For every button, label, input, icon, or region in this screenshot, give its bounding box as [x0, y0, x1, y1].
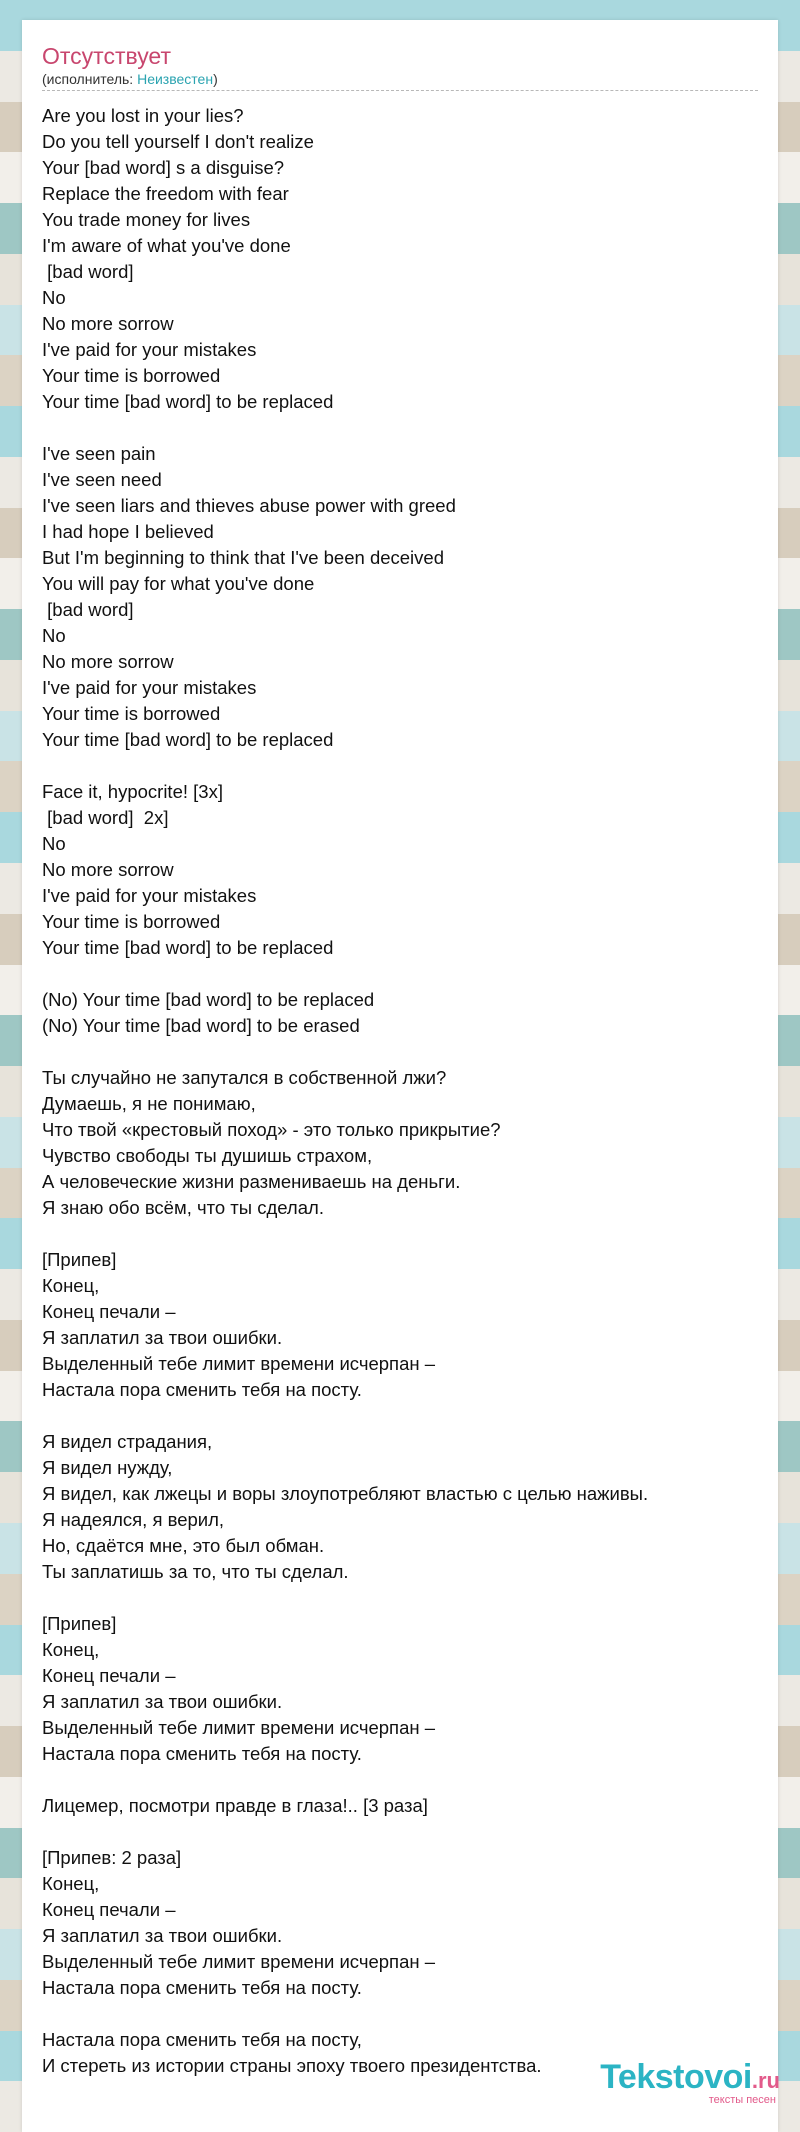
lyrics-line: [bad word] 2x] — [42, 807, 169, 828]
lyrics-line: Face it, hypocrite! [3x] — [42, 781, 223, 802]
lyrics-blank-line — [42, 415, 758, 441]
lyrics-line: Настала пора сменить тебя на посту. — [42, 1379, 362, 1400]
lyrics-line: (No) Your time [bad word] to be replaced — [42, 989, 375, 1010]
lyrics-card — [22, 20, 778, 2132]
lyrics-line: Your time is borrowed — [42, 911, 221, 932]
song-title: Отсутствует — [42, 43, 171, 69]
lyrics-line: No — [42, 287, 66, 308]
lyrics-line: No more sorrow — [42, 313, 174, 334]
lyrics-line: И стереть из истории страны эпоху твоего президентства. — [42, 2055, 542, 2076]
lyrics-line: Я заплатил за твои ошибки. — [42, 1925, 283, 1946]
lyrics-line: But I'm beginning to think that I've been deceived — [42, 547, 444, 568]
lyrics-line: Настала пора сменить тебя на посту. — [42, 1743, 362, 1764]
lyrics-blank-line — [42, 961, 758, 987]
lyrics-line: [Припев] — [42, 1249, 117, 1270]
lyrics-line: Ты заплатишь за то, что ты сделал. — [42, 1561, 349, 1582]
lyrics-line: (No) Your time [bad word] to be erased — [42, 1015, 360, 1036]
lyrics-line: No — [42, 833, 66, 854]
lyrics-line: I've seen liars and thieves abuse power with greed — [42, 495, 456, 516]
site-logo[interactable] — [600, 2060, 780, 2106]
lyrics-line: I've seen need — [42, 469, 162, 490]
lyrics-line: I've paid for your mistakes — [42, 677, 257, 698]
lyrics-line: Я видел нужду, — [42, 1457, 173, 1478]
lyrics-line: Конец, — [42, 1873, 100, 1894]
lyrics-line: Я заплатил за твои ошибки. — [42, 1327, 283, 1348]
lyrics-blank-line — [42, 1767, 758, 1793]
artist-line — [42, 70, 758, 91]
lyrics-line: Your time [bad word] to be replaced — [42, 937, 334, 958]
lyrics-line: Конец, — [42, 1639, 100, 1660]
lyrics-line: Выделенный тебе лимит времени исчерпан – — [42, 1951, 435, 1972]
lyrics-line: Настала пора сменить тебя на посту. — [42, 1977, 362, 1998]
lyrics-line: Do you tell yourself I don't realize — [42, 131, 314, 152]
artist-link[interactable]: Неизвестен — [137, 71, 214, 87]
lyrics-line: [Припев] — [42, 1613, 117, 1634]
lyrics-line: Выделенный тебе лимит времени исчерпан – — [42, 1353, 435, 1374]
lyrics-line: [bad word] — [42, 261, 134, 282]
lyrics-line: I've paid for your mistakes — [42, 885, 257, 906]
lyrics-line: [bad word] — [42, 599, 134, 620]
lyrics-line: Выделенный тебе лимит времени исчерпан – — [42, 1717, 435, 1738]
lyrics-line: Replace the freedom with fear — [42, 183, 289, 204]
lyrics-line: Your [bad word] s a disguise? — [42, 157, 285, 178]
lyrics-line: Настала пора сменить тебя на посту, — [42, 2029, 362, 2050]
lyrics-line: Конец печали – — [42, 1301, 176, 1322]
lyrics-line: You trade money for lives — [42, 209, 251, 230]
lyrics-blank-line — [42, 1585, 758, 1611]
lyrics-line: Конец печали – — [42, 1665, 176, 1686]
lyrics-line: Я заплатил за твои ошибки. — [42, 1691, 283, 1712]
lyrics-line: No more sorrow — [42, 859, 174, 880]
logo-tagline: тексты песен — [708, 2094, 776, 2106]
lyrics-line: Я видел страдания, — [42, 1431, 213, 1452]
lyrics-line: Your time is borrowed — [42, 365, 221, 386]
artist-suffix: ) — [213, 71, 218, 87]
lyrics-line: Конец печали – — [42, 1899, 176, 1920]
lyrics-blank-line — [42, 1403, 758, 1429]
lyrics-line: А человеческие жизни размениваешь на деньги. — [42, 1171, 461, 1192]
lyrics-body — [42, 103, 758, 2079]
logo-name: Tekstovoi — [600, 2058, 752, 2096]
lyrics-line: Я знаю обо всём, что ты сделал. — [42, 1197, 324, 1218]
lyrics-line: Are you lost in your lies? — [42, 105, 244, 126]
lyrics-line: Your time [bad word] to be replaced — [42, 391, 334, 412]
lyrics-blank-line — [42, 1221, 758, 1247]
lyrics-blank-line — [42, 1039, 758, 1065]
lyrics-line: Что твой «крестовый поход» - это только прикрытие? — [42, 1119, 501, 1140]
artist-prefix: (исполнитель: — [42, 71, 138, 87]
lyrics-line: Your time [bad word] to be replaced — [42, 729, 334, 750]
logo-tld: .ru — [751, 2068, 780, 2093]
lyrics-line: Чувство свободы ты душишь страхом, — [42, 1145, 373, 1166]
lyrics-line: I had hope I believed — [42, 521, 214, 542]
lyrics-line: Я видел, как лжецы и воры злоупотребляют властью с целью наживы. — [42, 1483, 649, 1504]
lyrics-blank-line — [42, 1819, 758, 1845]
lyrics-blank-line — [42, 753, 758, 779]
lyrics-line: No — [42, 625, 66, 646]
lyrics-line: I'm aware of what you've done — [42, 235, 291, 256]
lyrics-line: Your time is borrowed — [42, 703, 221, 724]
lyrics-line: Но, сдаётся мне, это был обман. — [42, 1535, 325, 1556]
lyrics-line: Лицемер, посмотри правде в глаза!.. [3 раза] — [42, 1795, 428, 1816]
lyrics-line: Я надеялся, я верил, — [42, 1509, 225, 1530]
lyrics-line: Конец, — [42, 1275, 100, 1296]
lyrics-line: [Припев: 2 раза] — [42, 1847, 182, 1868]
lyrics-line: I've seen pain — [42, 443, 156, 464]
lyrics-line: Думаешь, я не понимаю, — [42, 1093, 256, 1114]
lyrics-blank-line — [42, 2001, 758, 2027]
lyrics-line: No more sorrow — [42, 651, 174, 672]
lyrics-line: I've paid for your mistakes — [42, 339, 257, 360]
lyrics-line: You will pay for what you've done — [42, 573, 315, 594]
lyrics-line: Ты случайно не запутался в собственной лжи? — [42, 1067, 447, 1088]
